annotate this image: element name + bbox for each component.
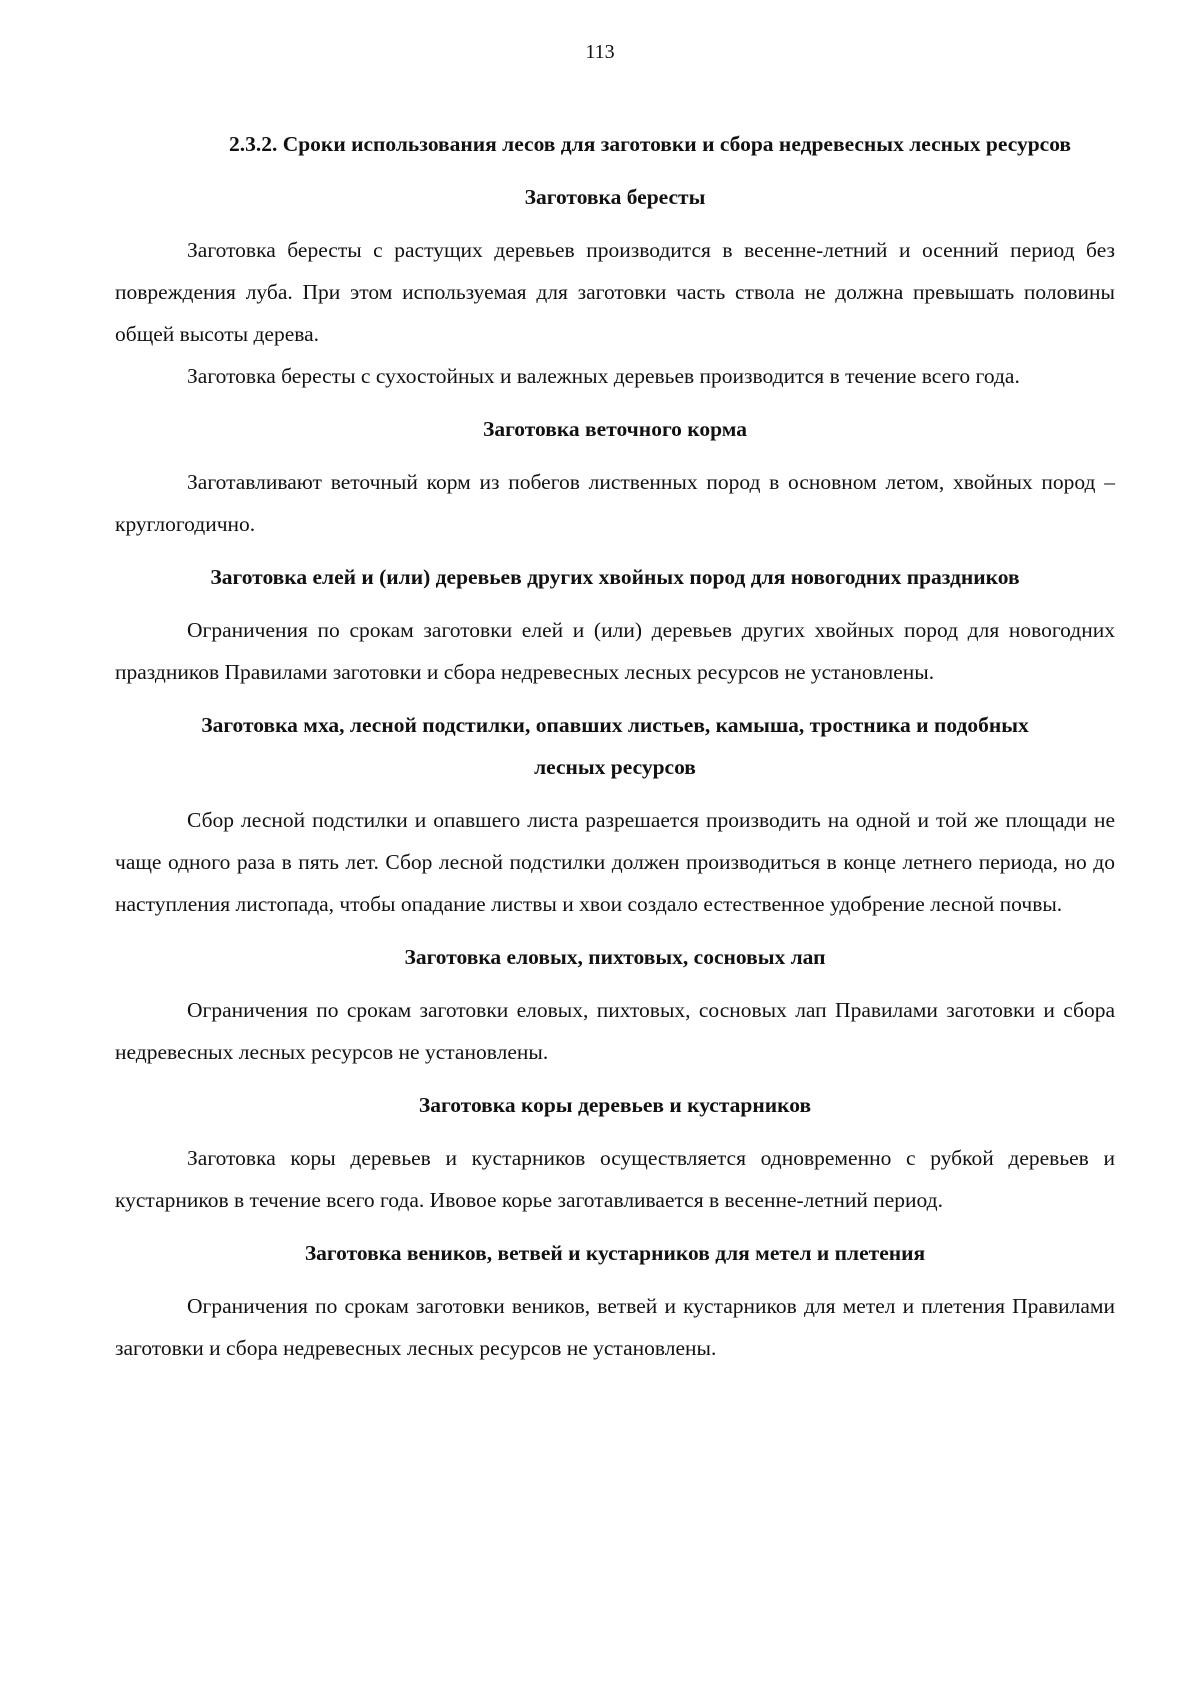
paragraph: Заготовка коры деревьев и кустарников осуществляется одновременно с рубкой деревьев и кустарников в течение всего года. Ивовое корье заготавливается в весенне-летний период. <box>115 1146 1115 1212</box>
subsection-heading: Заготовка веников, ветвей и кустарников для метел и плетения <box>304 1241 926 1265</box>
paragraph: Ограничения по срокам заготовки елей и (или) деревьев других хвойных пород для новогодних праздников Правилами заготовки и сбора недревесных лесных ресурсов не установлены. <box>115 618 1115 684</box>
subsection-heading: Заготовка мха, лесной подстилки, опавших листьев, камыша, тростника и подобных лесных ресурсов <box>201 713 1029 779</box>
document-body <box>115 123 1115 1369</box>
subsection-heading: Заготовка еловых, пихтовых, сосновых лап <box>404 945 826 969</box>
paragraph: Ограничения по срокам заготовки еловых, пихтовых, сосновых лап Правилами заготовки и сбора недревесных лесных ресурсов не установлены. <box>115 998 1115 1064</box>
paragraph: Заготовка бересты с растущих деревьев производится в весенне-летний и осенний период без повреждения луба. При этом используемая для заготовки часть ствола не должна превышать половины общей высоты дерева. <box>115 238 1115 346</box>
paragraph: Сбор лесной подстилки и опавшего листа разрешается производить на одной и той же площади не чаще одного раза в пять лет. Сбор лесной подстилки должен производиться в конце летнего периода, но до наступления листопада, чтобы опадание листвы и хвои создало естественное удобрение лесной почвы. <box>115 808 1115 916</box>
paragraph: Ограничения по срокам заготовки веников, ветвей и кустарников для метел и плетения Правилами заготовки и сбора недревесных лесных ресурсов не установлены. <box>115 1294 1115 1360</box>
section-brooms <box>115 1232 1115 1369</box>
subsection-heading: Заготовка бересты <box>524 185 706 209</box>
section-birch-bark <box>115 176 1115 397</box>
section-branch-feed <box>115 408 1115 545</box>
paragraph: Заготовка бересты с сухостойных и валежных деревьев производится в течение всего года. <box>187 364 1020 388</box>
paragraph: Заготавливают веточный корм из побегов лиственных пород в основном летом, хвойных пород – круглогодично. <box>115 470 1115 536</box>
section-conifer-branches <box>115 936 1115 1073</box>
section-christmas-trees <box>115 556 1115 693</box>
section-moss-litter <box>115 704 1115 925</box>
subsection-heading: Заготовка елей и (или) деревьев других хвойных пород для новогодних праздников <box>210 565 1020 589</box>
subsection-heading: Заготовка веточного корма <box>482 417 748 441</box>
section-title: 2.3.2. Сроки использования лесов для заготовки и сбора недревесных лесных ресурсов <box>228 132 1072 156</box>
subsection-heading: Заготовка коры деревьев и кустарников <box>418 1093 812 1117</box>
page-number: 113 <box>585 41 615 63</box>
section-bark <box>115 1084 1115 1221</box>
